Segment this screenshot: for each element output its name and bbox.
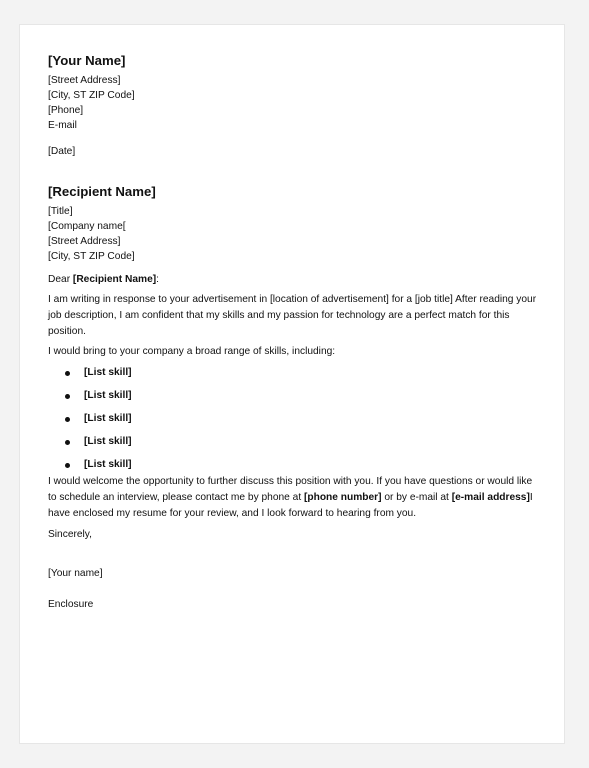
skill-label: [List skill] [84, 413, 132, 424]
recipient-street: [Street Address] [48, 236, 121, 247]
list-item [48, 457, 538, 480]
enclosure-note: Enclosure [48, 599, 94, 610]
sender-street: [Street Address] [48, 75, 121, 86]
skill-label: [List skill] [84, 459, 132, 470]
list-item [48, 365, 538, 388]
recipient-company: [Company name[ [48, 221, 126, 232]
recipient-title: [Title] [48, 206, 73, 217]
body-paragraph-3 [48, 474, 538, 522]
valediction: Sincerely, [48, 529, 92, 540]
list-item [48, 388, 538, 411]
sender-email: E-mail [48, 120, 77, 131]
list-item [48, 434, 538, 457]
phone-placeholder: [phone number] [303, 492, 382, 503]
salutation-suffix: : [156, 274, 159, 285]
skill-label: [List skill] [84, 367, 132, 378]
salutation-prefix: Dear [48, 274, 73, 285]
recipient-city: [City, ST ZIP Code] [48, 251, 135, 262]
email-placeholder: [e-mail address] [451, 492, 530, 503]
list-item [48, 411, 538, 434]
recipient-name: [Recipient Name] [48, 184, 156, 199]
skills-list [48, 365, 538, 480]
sender-phone: [Phone] [48, 105, 84, 116]
bullet-icon [65, 371, 70, 376]
sender-name: [Your Name] [48, 53, 126, 68]
letter-content [48, 53, 538, 613]
para3-text-c: I have enclosed my resume for your review, and I look forward to hearing from you. [48, 492, 533, 519]
bullet-icon [65, 440, 70, 445]
sender-city: [City, ST ZIP Code] [48, 90, 135, 101]
letter-date: [Date] [48, 146, 76, 157]
para3-text-a: I would welcome the opportunity to further discuss this position with you. If you have questions or would like to schedule an interview, please contact me by phone at [48, 476, 533, 503]
skill-label: [List skill] [84, 436, 132, 447]
bullet-icon [65, 394, 70, 399]
bullet-icon [65, 463, 70, 468]
body-paragraph-2: I would bring to your company a broad range of skills, including: [48, 346, 336, 357]
letter-page [19, 24, 565, 744]
bullet-icon [65, 417, 70, 422]
salutation-name: [Recipient Name] [72, 274, 157, 285]
salutation [48, 272, 538, 288]
para3-text-b: or by e-mail at [381, 492, 452, 503]
body-paragraph-1: I am writing in response to your advertisement in [location of advertisement] for a [job title] After reading your job description, I am confident that my skills and my passion for technology are a perfect match for this position. [48, 294, 537, 337]
signature-name: [Your name] [48, 568, 103, 579]
skill-label: [List skill] [84, 390, 132, 401]
